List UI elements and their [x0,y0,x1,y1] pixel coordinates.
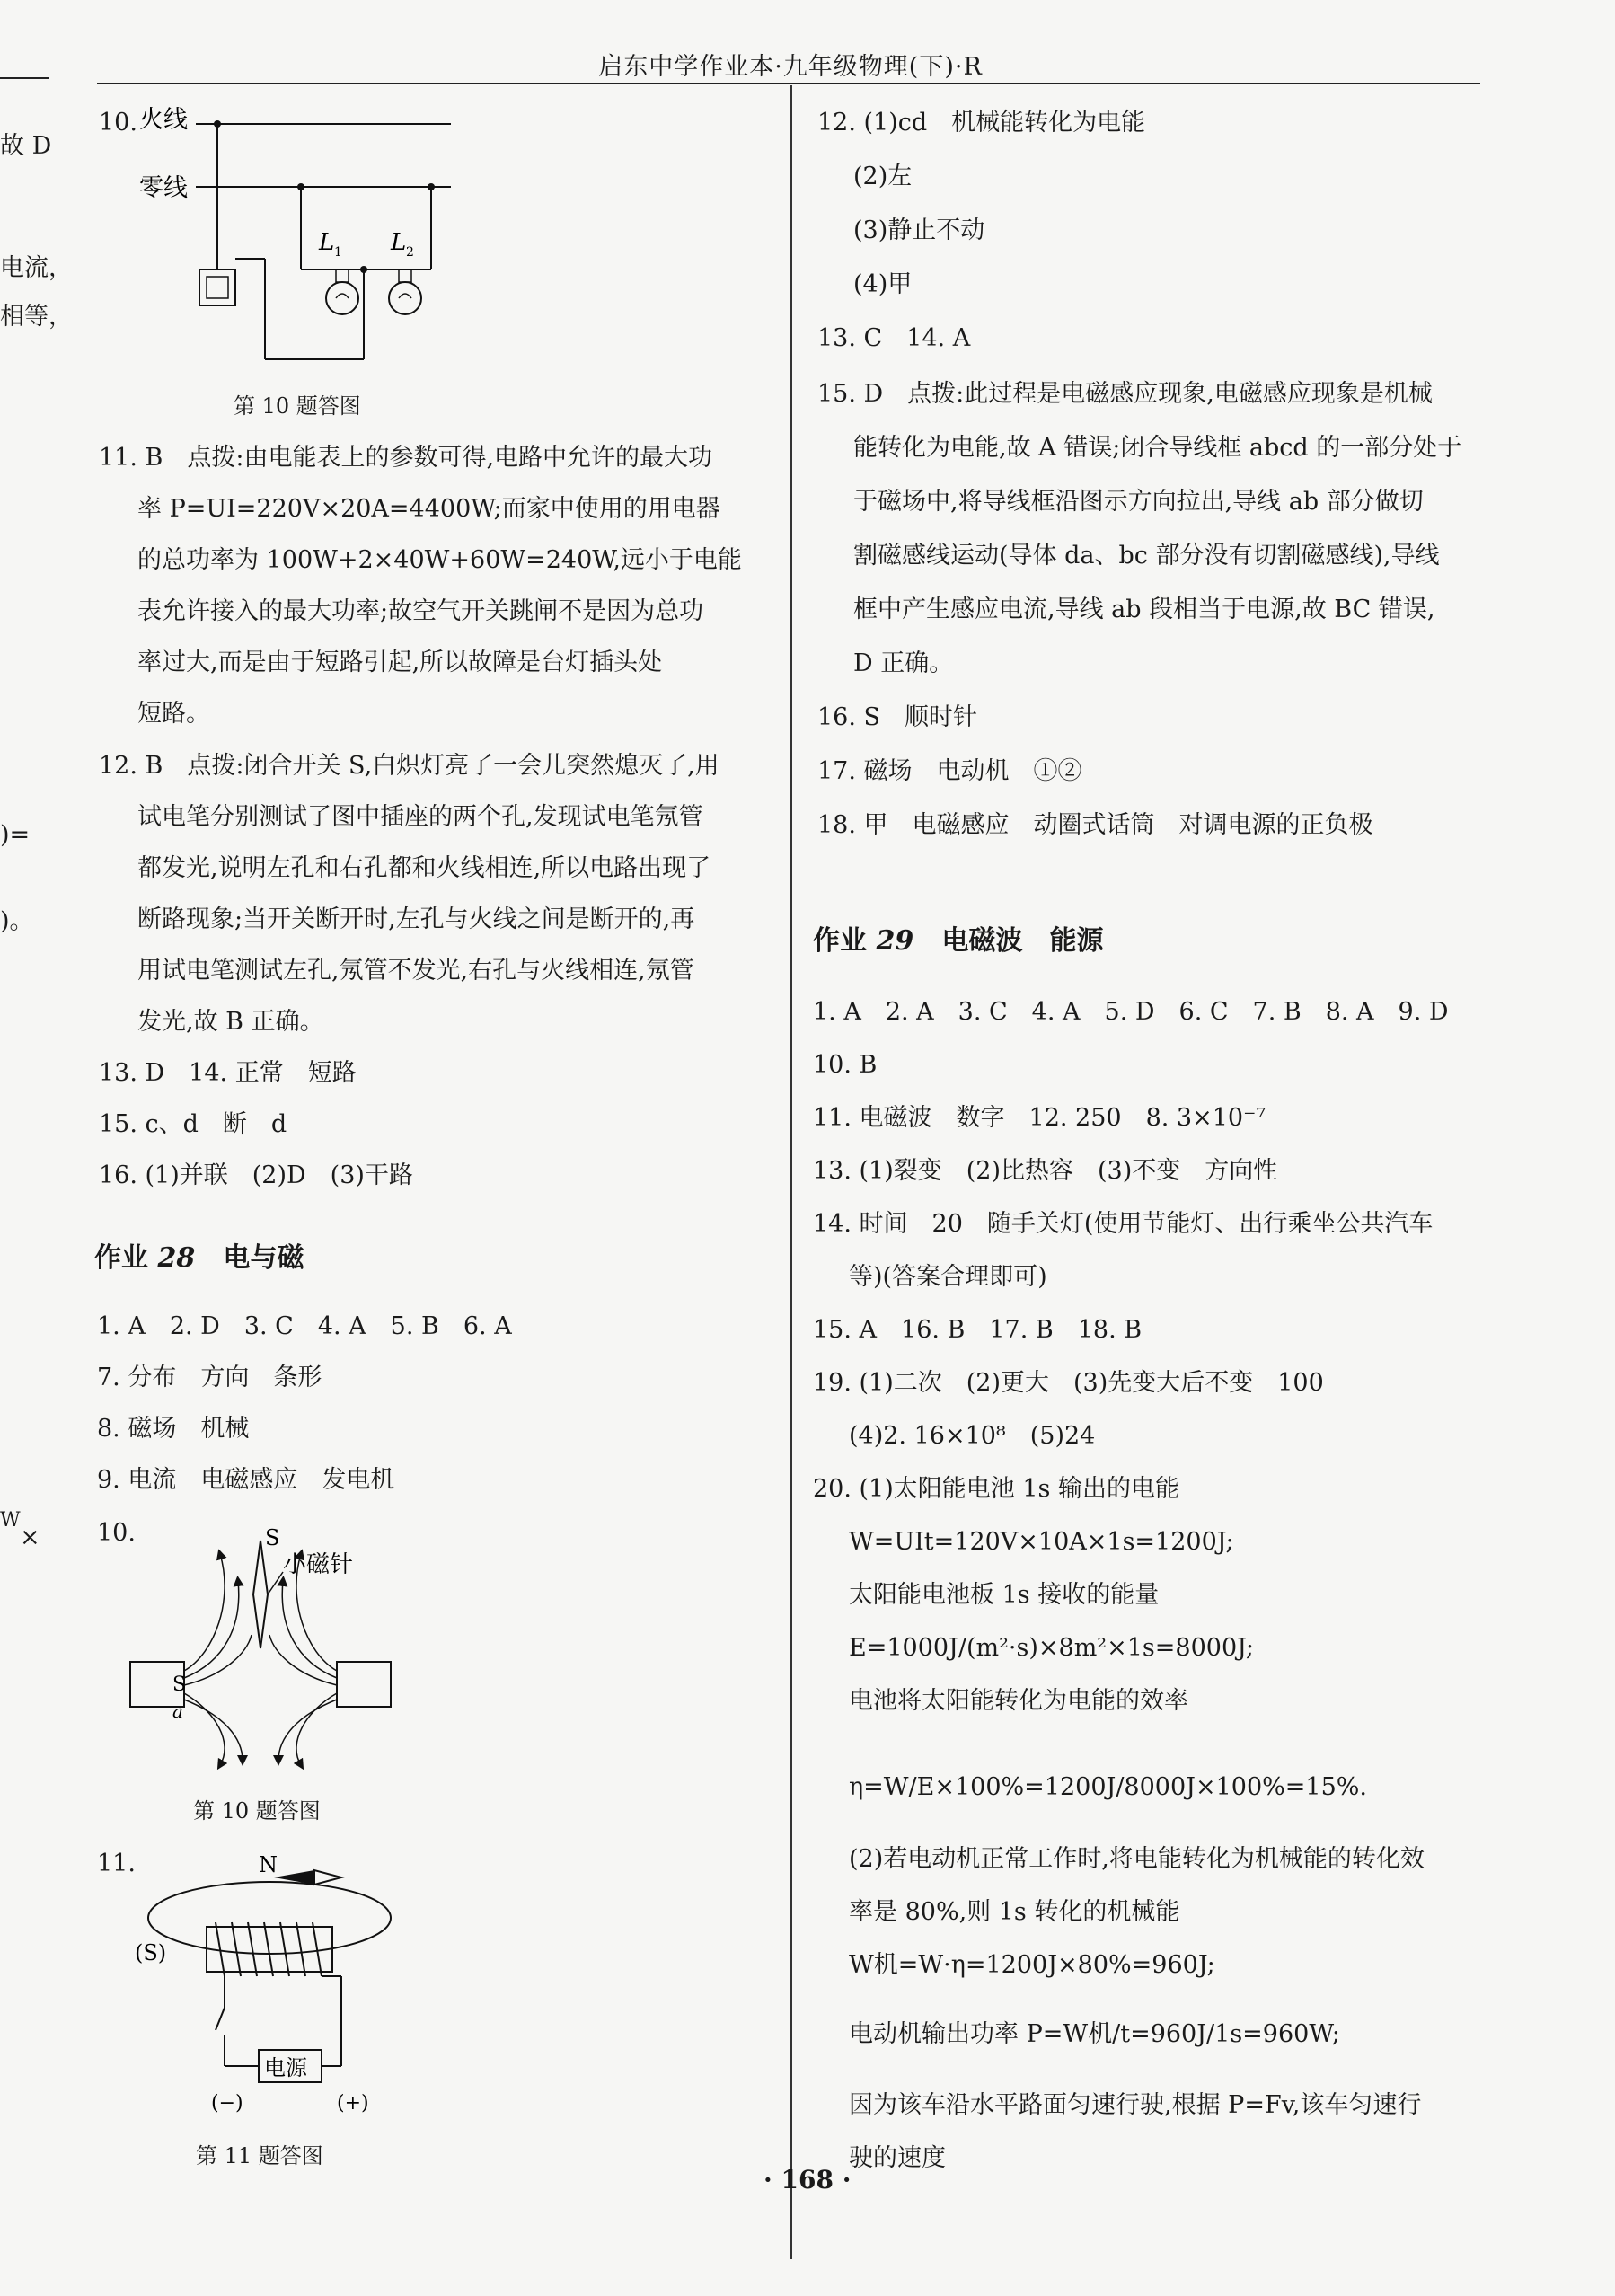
answer-15: 15. c、d 断 d [99,1110,287,1138]
answer-11-line: 短路。 [137,700,210,728]
bulb-l2-icon [389,269,421,314]
answer-29-line: 电动机输出功率 P=W机/t=960J/1s=960W; [849,2020,1340,2048]
right-answer-12: 12. (1)cd 机械能转化为电能 [817,109,1146,137]
right-answer-15-line: 割磁感线运动(导体 da、bc 部分没有切割磁感线),导线 [853,542,1440,570]
label-live-wire: 火线 [139,106,188,134]
answer-12-line: 断路现象;当开关断开时,左孔与火线之间是断开的,再 [137,905,695,933]
answer-29-line: 太阳能电池板 1s 接收的能量 [849,1581,1160,1609]
label-l2: L [391,229,407,256]
margin-fragment: × [20,1523,40,1551]
right-answer-12: (4)甲 [853,270,913,298]
answer-12-line: 12. B 点拨:闭合开关 S,白炽灯亮了一会儿突然熄灭了,用 [99,752,719,780]
running-header: 启东中学作业本·九年级物理(下)·R [598,53,983,81]
answer-29-line: 因为该车沿水平路面匀速行驶,根据 P=Fv,该车匀速行 [849,2091,1422,2119]
answer-29-line: 20. (1)太阳能电池 1s 输出的电能 [813,1475,1179,1503]
label-plus: (+) [337,2092,369,2115]
answer-29-line: 电池将太阳能转化为电能的效率 [849,1687,1188,1715]
answer-29-line: 10. B [813,1051,878,1079]
answer-29-line: E=1000J/(m²·s)×8m²×1s=8000J; [849,1634,1254,1662]
label-neutral-wire: 零线 [139,174,188,202]
label-n: N [259,1852,278,1877]
answer-29-line: (4)2. 16×10⁸ (5)24 [849,1422,1096,1450]
page-number: · 168 · [763,2165,852,2194]
answer-29-line: 驶的速度 [849,2144,946,2172]
right-answer-15-line: 15. D 点拨:此过程是电磁感应现象,电磁感应现象是机械 [817,380,1433,408]
answer-29-line: 1. A 2. A 3. C 4. A 5. D 6. C 7. B 8. A 9. D [813,998,1449,1026]
label-s-pole: (S) [135,1940,167,1965]
section-title-29: 作业 29 电磁波 能源 [813,925,1104,957]
answer-28-7: 7. 分布 方向 条形 [97,1364,322,1391]
figure-caption: 第 10 题答图 [193,1798,321,1824]
bulb-l1-icon [326,269,358,314]
right-answer-15-line: 框中产生感应电流,导线 ab 段相当于电源,故 BC 错误, [853,596,1435,623]
margin-fragment: 相等， [0,303,73,331]
answer-29-line: 11. 电磁波 数字 12. 250 8. 3×10⁻⁷ [813,1104,1266,1132]
right-answer-12: (2)左 [853,163,913,190]
header-rule [97,83,1480,84]
answer-11-line: 表允许接入的最大功率;故空气开关跳闸不是因为总功 [137,597,704,625]
answer-11-line: 率过大,而是由于短路引起,所以故障是台灯插头处 [137,649,663,676]
answer-12-line: 用试电笔测试左孔,氖管不发光,右孔与火线相连,氖管 [137,957,694,985]
answer-16: 16. (1)并联 (2)D (3)干路 [99,1161,413,1189]
answer-29-line: 19. (1)二次 (2)更大 (3)先变大后不变 100 [813,1369,1324,1397]
answer-29-line: 率是 80%,则 1s 转化的机械能 [849,1898,1180,1926]
compass-needle-icon [253,1541,268,1648]
label-power: 电源 [264,2055,307,2080]
answer-28-9: 9. 电流 电磁感应 发电机 [97,1466,395,1494]
label-l2-sub: 2 [406,245,414,260]
margin-fragment: 故 D [0,132,52,160]
margin-fragment: )。 [0,907,34,935]
circuit-diagram [135,99,467,377]
answer-29-line: W机=W·η=1200J×80%=960J; [849,1951,1215,1979]
magnetic-field-diagram [126,1518,395,1770]
answer-28-8: 8. 磁场 机械 [97,1415,250,1443]
answer-29-line: η=W/E×100%=1200J/8000J×100%=15%. [849,1773,1367,1801]
right-answer-15-line: D 正确。 [853,649,954,677]
solenoid-diagram [126,1850,413,2120]
right-answer-15-line: 能转化为电能,故 A 错误;闭合导线框 abcd 的一部分处于 [853,434,1462,462]
answer-28-11-label: 11. [97,1850,136,1877]
right-answer-17: 17. 磁场 电动机 ①② [817,757,1082,785]
right-answer-15-line: 于磁场中,将导线框沿图示方向拉出,导线 ab 部分做切 [853,488,1424,516]
answer-10-label: 10. [99,109,137,137]
right-answer-18: 18. 甲 电磁感应 动圈式话筒 对调电源的正负极 [817,811,1373,839]
label-minus: (−) [211,2092,243,2115]
figure-caption: 第 11 题答图 [196,2143,323,2168]
column-divider [790,85,792,2259]
answer-11-line: 的总功率为 100W+2×40W+60W=240W,远小于电能 [137,546,742,574]
answer-29-line: 14. 时间 20 随手关灯(使用节能灯、出行乘坐公共汽车 [813,1210,1434,1238]
answer-12-line: 试电笔分别测试了图中插座的两个孔,发现试电笔氖管 [137,803,703,831]
right-answer-12: (3)静止不动 [853,216,985,244]
answer-11-line: 率 P=UI=220V×20A=4400W;而家中使用的用电器 [137,495,720,523]
answer-11-line: 11. B 点拨:由电能表上的参数可得,电路中允许的最大功 [99,444,713,472]
margin-fragment: 电流， [0,254,73,282]
answer-28-10-label: 10. [97,1519,136,1547]
label-s-top: S [265,1525,280,1550]
label-needle: 小磁针 [283,1551,354,1578]
right-answer-16: 16. S 顺时针 [817,703,978,731]
header-rule-left [0,77,49,79]
answers-28-1-6: 1. A 2. D 3. C 4. A 5. B 6. A [97,1312,512,1340]
answer-29-line: 15. A 16. B 17. B 18. B [813,1316,1143,1344]
answer-29-line: (2)若电动机正常工作时,将电能转化为机械能的转化效 [849,1845,1425,1873]
section-title-28: 作业 28 电与磁 [94,1242,304,1274]
answer-12-line: 发光,故 B 正确。 [137,1008,324,1036]
label-a: a [172,1700,183,1722]
switch-icon [216,2008,225,2030]
answer-12-line: 都发光,说明左孔和右孔都和火线相连,所以电路出现了 [137,854,711,882]
label-l1: L [319,229,335,256]
magnet-right [337,1662,391,1707]
answer-29-line: 等)(答案合理即可) [849,1263,1047,1291]
answer-29-line: 13. (1)裂变 (2)比热容 (3)不变 方向性 [813,1157,1278,1185]
figure-caption: 第 10 题答图 [234,393,361,419]
right-answer-13-14: 13. C 14. A [817,324,971,352]
label-s-left: S [172,1673,187,1696]
label-l1-sub: 1 [334,245,342,260]
answer-29-line: W=UIt=120V×10A×1s=1200J; [849,1528,1234,1556]
switch-box [199,269,235,305]
answer-13-14: 13. D 14. 正常 短路 [99,1059,357,1087]
margin-fragment: )= [0,821,31,849]
margin-fragment: W [0,1509,21,1532]
